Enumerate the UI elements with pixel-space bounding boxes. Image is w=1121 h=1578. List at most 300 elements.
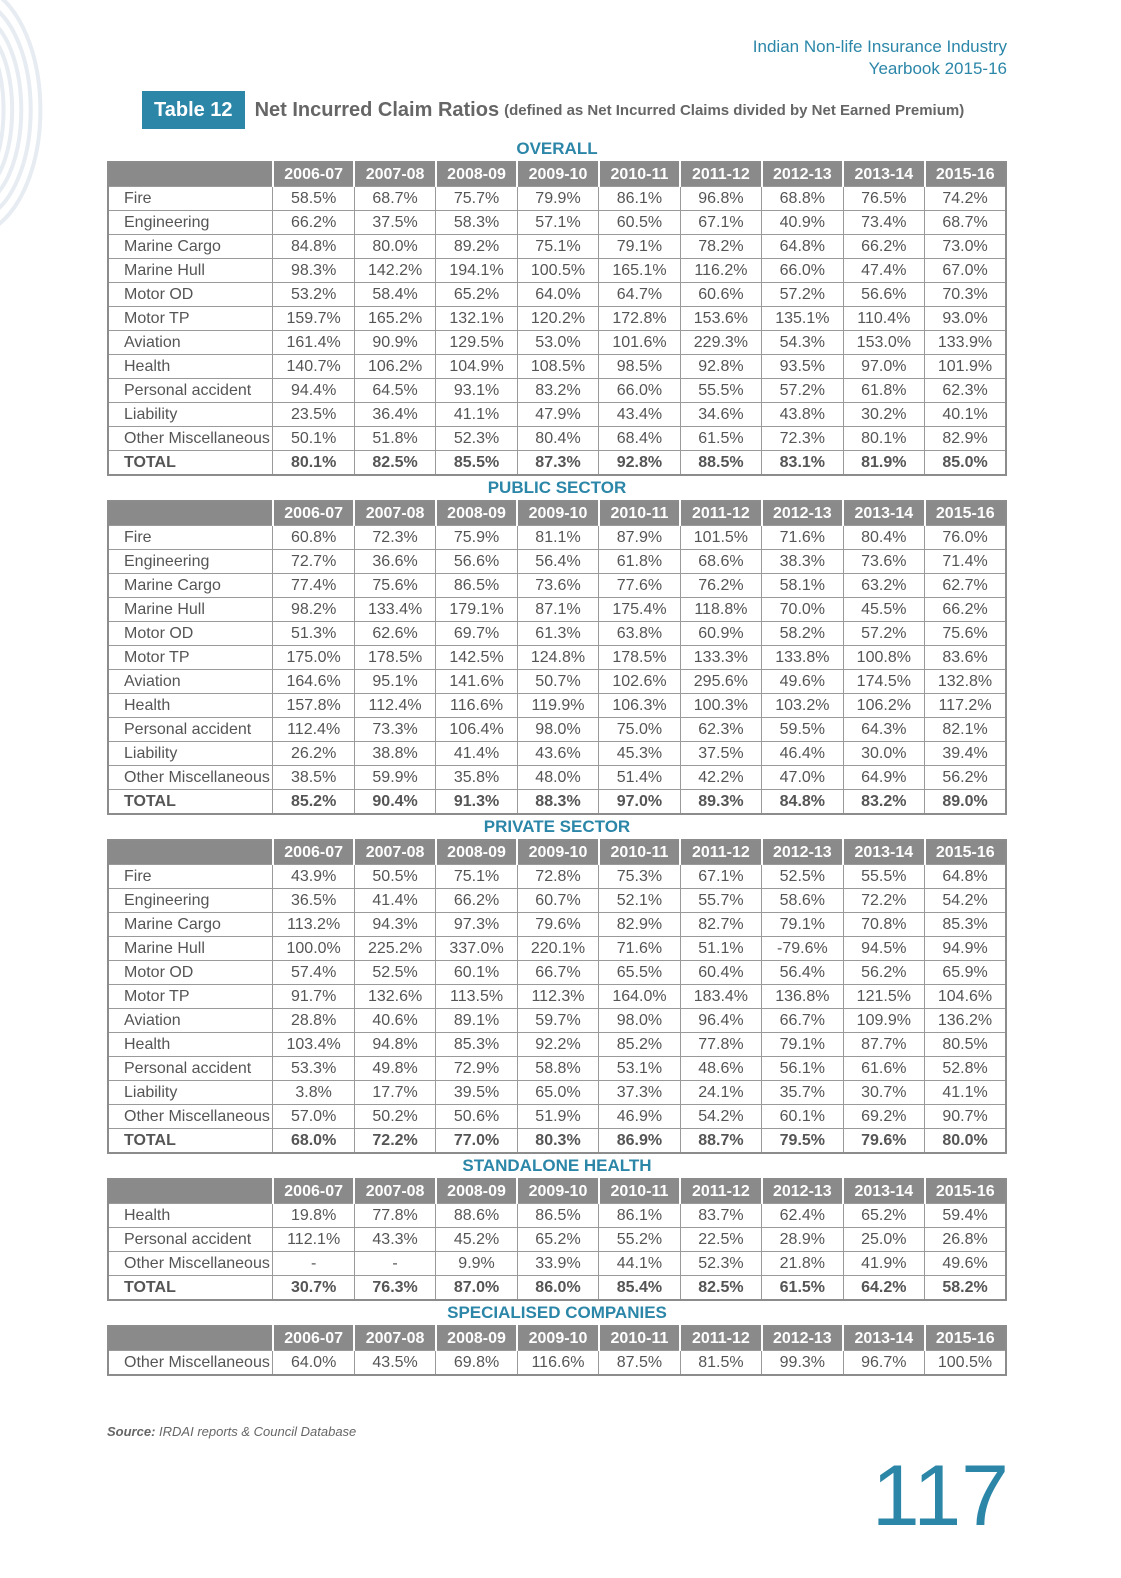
- row-label: Other Miscellaneous: [108, 766, 273, 790]
- ratio-cell: 112.4%: [354, 694, 435, 718]
- ratio-cell: 62.3%: [680, 718, 761, 742]
- year-header: 2007-08: [354, 162, 435, 187]
- year-header: 2006-07: [273, 840, 354, 865]
- ratio-cell: 133.9%: [925, 331, 1006, 355]
- header-blank-cell: [108, 501, 273, 526]
- table-row: [108, 622, 1006, 646]
- ratio-cell: 58.2%: [925, 1276, 1006, 1301]
- ratio-cell: 87.1%: [517, 598, 598, 622]
- ratio-cell: 89.3%: [680, 790, 761, 815]
- ratio-cell: 133.3%: [680, 646, 761, 670]
- table-row: [108, 550, 1006, 574]
- row-label: Marine Hull: [108, 259, 273, 283]
- ratio-cell: 65.2%: [436, 283, 517, 307]
- row-label: Health: [108, 694, 273, 718]
- ratio-cell: 92.8%: [599, 451, 680, 476]
- row-label: Liability: [108, 403, 273, 427]
- row-label: Personal accident: [108, 1228, 273, 1252]
- ratio-cell: 79.6%: [517, 913, 598, 937]
- ratio-cell: 66.7%: [517, 961, 598, 985]
- table-number-badge: Table 12: [142, 91, 245, 129]
- ratio-cell: 52.5%: [762, 865, 843, 889]
- ratio-cell: 47.9%: [517, 403, 598, 427]
- table-row: [108, 1228, 1006, 1252]
- ratio-cell: 86.1%: [599, 1204, 680, 1228]
- year-header: 2006-07: [273, 501, 354, 526]
- ratio-cell: 40.1%: [925, 403, 1006, 427]
- row-label: Marine Hull: [108, 937, 273, 961]
- table-row: [108, 1057, 1006, 1081]
- ratio-cell: 106.2%: [843, 694, 924, 718]
- table-row: [108, 961, 1006, 985]
- ratio-cell: 75.9%: [436, 526, 517, 550]
- table-row: [108, 718, 1006, 742]
- ratio-cell: 66.2%: [273, 211, 354, 235]
- ratio-cell: 56.1%: [762, 1057, 843, 1081]
- ratio-cell: 43.8%: [762, 403, 843, 427]
- ratio-cell: 50.7%: [517, 670, 598, 694]
- ratio-cell: 23.5%: [273, 403, 354, 427]
- ratio-cell: 337.0%: [436, 937, 517, 961]
- ratio-cell: 99.3%: [762, 1351, 843, 1376]
- ratio-cell: 94.4%: [273, 379, 354, 403]
- ratio-cell: 84.8%: [273, 235, 354, 259]
- ratio-cell: 57.0%: [273, 1105, 354, 1129]
- row-label: Health: [108, 1204, 273, 1228]
- ratio-cell: 90.7%: [925, 1105, 1006, 1129]
- ratio-cell: 69.8%: [436, 1351, 517, 1376]
- ratio-cell: 65.2%: [843, 1204, 924, 1228]
- ratio-cell: 36.5%: [273, 889, 354, 913]
- data-table: [107, 161, 1007, 476]
- year-header: 2013-14: [843, 162, 924, 187]
- ratio-cell: 60.6%: [680, 283, 761, 307]
- section-title: STANDALONE HEALTH: [462, 1156, 652, 1175]
- row-label: Other Miscellaneous: [108, 427, 273, 451]
- table-row: [108, 403, 1006, 427]
- ratio-cell: 68.6%: [680, 550, 761, 574]
- ratio-cell: 56.4%: [517, 550, 598, 574]
- ratio-cell: 62.6%: [354, 622, 435, 646]
- ratio-cell: 132.6%: [354, 985, 435, 1009]
- ratio-cell: 77.6%: [599, 574, 680, 598]
- ratio-cell: 40.9%: [762, 211, 843, 235]
- ratio-cell: 52.8%: [925, 1057, 1006, 1081]
- ratio-cell: 72.9%: [436, 1057, 517, 1081]
- ratio-cell: 46.4%: [762, 742, 843, 766]
- header-blank-cell: [108, 1179, 273, 1204]
- year-header: 2007-08: [354, 1179, 435, 1204]
- ratio-cell: 90.9%: [354, 331, 435, 355]
- ratio-cell: 83.7%: [680, 1204, 761, 1228]
- ratio-cell: 136.2%: [925, 1009, 1006, 1033]
- ratio-cell: 96.8%: [680, 187, 761, 211]
- table-row: [108, 1252, 1006, 1276]
- ratio-cell: 80.4%: [843, 526, 924, 550]
- ratio-cell: 57.2%: [762, 379, 843, 403]
- ratio-cell: 50.6%: [436, 1105, 517, 1129]
- table-row: [108, 187, 1006, 211]
- year-header: 2015-16: [925, 162, 1006, 187]
- ratio-cell: 75.0%: [599, 718, 680, 742]
- ratio-cell: 86.5%: [436, 574, 517, 598]
- table-row: [108, 379, 1006, 403]
- ratio-cell: 86.5%: [517, 1204, 598, 1228]
- ratio-cell: 9.9%: [436, 1252, 517, 1276]
- ratio-cell: 85.2%: [273, 790, 354, 815]
- ratio-cell: 88.5%: [680, 451, 761, 476]
- ratio-cell: 117.2%: [925, 694, 1006, 718]
- ratio-cell: 88.3%: [517, 790, 598, 815]
- ratio-cell: 73.3%: [354, 718, 435, 742]
- ratio-cell: 65.2%: [517, 1228, 598, 1252]
- ratio-cell: 87.3%: [517, 451, 598, 476]
- ratio-cell: 64.8%: [762, 235, 843, 259]
- ratio-cell: 56.6%: [843, 283, 924, 307]
- ratio-cell: 61.6%: [843, 1057, 924, 1081]
- ratio-cell: 132.8%: [925, 670, 1006, 694]
- ratio-cell: 98.3%: [273, 259, 354, 283]
- ratio-cell: 49.6%: [762, 670, 843, 694]
- row-label: Personal accident: [108, 718, 273, 742]
- year-header: 2008-09: [436, 1326, 517, 1351]
- year-header: 2015-16: [925, 501, 1006, 526]
- year-header: 2009-10: [517, 501, 598, 526]
- year-header: 2011-12: [680, 1326, 761, 1351]
- ratio-cell: 55.2%: [599, 1228, 680, 1252]
- ratio-cell: 135.1%: [762, 307, 843, 331]
- table-row: [108, 211, 1006, 235]
- ratio-cell: 141.6%: [436, 670, 517, 694]
- ratio-cell: 109.9%: [843, 1009, 924, 1033]
- ratio-cell: 81.1%: [517, 526, 598, 550]
- year-header: 2010-11: [599, 162, 680, 187]
- total-row: [108, 1129, 1006, 1154]
- ratio-cell: 64.3%: [843, 718, 924, 742]
- row-label: Liability: [108, 742, 273, 766]
- ratio-cell: 103.2%: [762, 694, 843, 718]
- ratio-cell: 164.0%: [599, 985, 680, 1009]
- ratio-cell: 66.2%: [436, 889, 517, 913]
- ratio-cell: 159.7%: [273, 307, 354, 331]
- ratio-cell: 56.2%: [843, 961, 924, 985]
- row-label: Motor OD: [108, 283, 273, 307]
- ratio-cell: 72.3%: [762, 427, 843, 451]
- ratio-cell: 30.0%: [843, 742, 924, 766]
- year-header: 2008-09: [436, 1179, 517, 1204]
- ratio-cell: 60.5%: [599, 211, 680, 235]
- ratio-cell: 58.5%: [273, 187, 354, 211]
- ratio-cell: 55.7%: [680, 889, 761, 913]
- ratio-cell: 49.6%: [925, 1252, 1006, 1276]
- ratio-cell: 81.9%: [843, 451, 924, 476]
- ratio-cell: 97.3%: [436, 913, 517, 937]
- ratio-cell: 101.9%: [925, 355, 1006, 379]
- ratio-cell: 68.4%: [599, 427, 680, 451]
- ratio-cell: 92.2%: [517, 1033, 598, 1057]
- ratio-cell: 63.8%: [599, 622, 680, 646]
- ratio-cell: 76.0%: [925, 526, 1006, 550]
- ratio-cell: 64.0%: [517, 283, 598, 307]
- ratio-cell: 106.3%: [599, 694, 680, 718]
- ratio-cell: 92.8%: [680, 355, 761, 379]
- ratio-cell: 33.9%: [517, 1252, 598, 1276]
- ratio-cell: 93.5%: [762, 355, 843, 379]
- ratio-cell: 51.3%: [273, 622, 354, 646]
- ratio-cell: 75.6%: [925, 622, 1006, 646]
- ratio-cell: 108.5%: [517, 355, 598, 379]
- ratio-cell: 70.8%: [843, 913, 924, 937]
- header-row: [108, 162, 1006, 187]
- ratio-cell: 68.7%: [925, 211, 1006, 235]
- ratio-cell: 82.5%: [680, 1276, 761, 1301]
- ratio-cell: 295.6%: [680, 670, 761, 694]
- ratio-cell: 61.3%: [517, 622, 598, 646]
- ratio-cell: 80.0%: [925, 1129, 1006, 1154]
- ratio-cell: 157.8%: [273, 694, 354, 718]
- ratio-cell: 132.1%: [436, 307, 517, 331]
- data-table: [107, 1178, 1007, 1301]
- ratio-cell: 41.4%: [436, 742, 517, 766]
- ratio-cell: 85.4%: [599, 1276, 680, 1301]
- ratio-cell: 86.9%: [599, 1129, 680, 1154]
- section-title: PUBLIC SECTOR: [487, 478, 627, 497]
- ratio-cell: 45.5%: [843, 598, 924, 622]
- ratio-cell: 50.5%: [354, 865, 435, 889]
- ratio-cell: 51.1%: [680, 937, 761, 961]
- ratio-cell: 28.8%: [273, 1009, 354, 1033]
- ratio-cell: 45.2%: [436, 1228, 517, 1252]
- row-label: Motor TP: [108, 646, 273, 670]
- ratio-cell: 183.4%: [680, 985, 761, 1009]
- ratio-cell: 28.9%: [762, 1228, 843, 1252]
- ratio-cell: 76.2%: [680, 574, 761, 598]
- source-label: Source:: [107, 1424, 156, 1439]
- source-note: [107, 1424, 356, 1439]
- table-row: [108, 259, 1006, 283]
- ratio-cell: 129.5%: [436, 331, 517, 355]
- year-header: 2008-09: [436, 162, 517, 187]
- ratio-cell: 79.6%: [843, 1129, 924, 1154]
- table-row: [108, 1204, 1006, 1228]
- ratio-cell: 174.5%: [843, 670, 924, 694]
- ratio-cell: 72.8%: [517, 865, 598, 889]
- table-row: [108, 1081, 1006, 1105]
- ratio-cell: 79.5%: [762, 1129, 843, 1154]
- ratio-cell: 30.2%: [843, 403, 924, 427]
- header-row: [108, 1179, 1006, 1204]
- ratio-cell: 77.8%: [354, 1204, 435, 1228]
- ratio-cell: 82.9%: [925, 427, 1006, 451]
- total-row: [108, 1276, 1006, 1301]
- ratio-cell: 60.7%: [517, 889, 598, 913]
- ratio-cell: 66.0%: [762, 259, 843, 283]
- year-header: 2012-13: [762, 840, 843, 865]
- ratio-cell: 69.7%: [436, 622, 517, 646]
- year-header: 2011-12: [680, 1179, 761, 1204]
- ratio-cell: 85.2%: [599, 1033, 680, 1057]
- section-title: OVERALL: [516, 139, 598, 158]
- ratio-cell: 82.1%: [925, 718, 1006, 742]
- table-row: [108, 937, 1006, 961]
- ratio-cell: 116.6%: [436, 694, 517, 718]
- ratio-cell: 66.2%: [925, 598, 1006, 622]
- row-label: Motor TP: [108, 985, 273, 1009]
- ratio-cell: 142.5%: [436, 646, 517, 670]
- ratio-cell: 53.3%: [273, 1057, 354, 1081]
- ratio-cell: 73.6%: [517, 574, 598, 598]
- table-row: [108, 331, 1006, 355]
- ratio-cell: -: [273, 1252, 354, 1276]
- ratio-cell: 39.4%: [925, 742, 1006, 766]
- running-header: [753, 36, 1007, 80]
- ratio-cell: 77.4%: [273, 574, 354, 598]
- ratio-cell: 30.7%: [843, 1081, 924, 1105]
- ratio-cell: 65.9%: [925, 961, 1006, 985]
- ratio-cell: 113.5%: [436, 985, 517, 1009]
- ratio-cell: 43.9%: [273, 865, 354, 889]
- ratio-cell: 86.0%: [517, 1276, 598, 1301]
- ratio-cell: 84.8%: [762, 790, 843, 815]
- page-number: 117: [871, 1448, 1009, 1544]
- ratio-cell: 142.2%: [354, 259, 435, 283]
- ratio-cell: 38.8%: [354, 742, 435, 766]
- year-header: 2010-11: [599, 501, 680, 526]
- ratio-cell: 87.7%: [843, 1033, 924, 1057]
- ratio-cell: 57.2%: [762, 283, 843, 307]
- ratio-cell: 164.6%: [273, 670, 354, 694]
- ratio-cell: 41.4%: [354, 889, 435, 913]
- ratio-cell: 104.6%: [925, 985, 1006, 1009]
- row-label: Personal accident: [108, 1057, 273, 1081]
- ratio-cell: 75.1%: [517, 235, 598, 259]
- ratio-cell: 161.4%: [273, 331, 354, 355]
- ratio-cell: 72.2%: [843, 889, 924, 913]
- ratio-cell: 113.2%: [273, 913, 354, 937]
- row-label: Health: [108, 1033, 273, 1057]
- year-header: 2007-08: [354, 1326, 435, 1351]
- ratio-cell: 61.8%: [599, 550, 680, 574]
- ratio-cell: 88.7%: [680, 1129, 761, 1154]
- ratio-cell: 58.1%: [762, 574, 843, 598]
- ratio-cell: 43.5%: [354, 1351, 435, 1376]
- ratio-cell: 89.2%: [436, 235, 517, 259]
- row-label: Fire: [108, 526, 273, 550]
- row-label: TOTAL: [108, 451, 273, 476]
- ratio-cell: 54.3%: [762, 331, 843, 355]
- ratio-cell: 94.9%: [925, 937, 1006, 961]
- ratio-cell: 98.5%: [599, 355, 680, 379]
- ratio-cell: 43.6%: [517, 742, 598, 766]
- ratio-cell: 60.9%: [680, 622, 761, 646]
- header-row: [108, 1326, 1006, 1351]
- ratio-cell: 80.1%: [843, 427, 924, 451]
- row-label: Aviation: [108, 331, 273, 355]
- row-label: Other Miscellaneous: [108, 1351, 273, 1376]
- ratio-cell: 26.8%: [925, 1228, 1006, 1252]
- section-title: SPECIALISED COMPANIES: [447, 1303, 667, 1322]
- year-header: 2006-07: [273, 1326, 354, 1351]
- ratio-cell: 59.7%: [517, 1009, 598, 1033]
- header-blank-cell: [108, 1326, 273, 1351]
- row-label: Liability: [108, 1081, 273, 1105]
- ratio-cell: 61.5%: [680, 427, 761, 451]
- year-header: 2006-07: [273, 1179, 354, 1204]
- ratio-cell: 124.8%: [517, 646, 598, 670]
- ratio-cell: 100.8%: [843, 646, 924, 670]
- ratio-cell: 165.2%: [354, 307, 435, 331]
- ratio-cell: 85.0%: [925, 451, 1006, 476]
- ratio-cell: 47.0%: [762, 766, 843, 790]
- row-label: Aviation: [108, 670, 273, 694]
- row-label: Engineering: [108, 211, 273, 235]
- ratio-cell: 82.7%: [680, 913, 761, 937]
- ratio-cell: 51.9%: [517, 1105, 598, 1129]
- table-subtitle: (defined as Net Incurred Claims divided by Net Earned Premium): [504, 101, 965, 119]
- ratio-cell: 80.5%: [925, 1033, 1006, 1057]
- ratio-cell: 24.1%: [680, 1081, 761, 1105]
- ratio-cell: 172.8%: [599, 307, 680, 331]
- table-row: [108, 598, 1006, 622]
- ratio-cell: 51.4%: [599, 766, 680, 790]
- ratio-cell: 110.4%: [843, 307, 924, 331]
- ratio-cell: 68.8%: [762, 187, 843, 211]
- year-header: 2012-13: [762, 1326, 843, 1351]
- table-row: [108, 283, 1006, 307]
- ratio-cell: 51.8%: [354, 427, 435, 451]
- ratio-cell: 120.2%: [517, 307, 598, 331]
- table-row: [108, 889, 1006, 913]
- ratio-cell: 64.9%: [843, 766, 924, 790]
- ratio-cell: 178.5%: [599, 646, 680, 670]
- ratio-cell: 87.9%: [599, 526, 680, 550]
- ratio-cell: 76.3%: [354, 1276, 435, 1301]
- ratio-cell: 93.1%: [436, 379, 517, 403]
- ratio-cell: 56.6%: [436, 550, 517, 574]
- data-table: [107, 500, 1007, 815]
- ratio-cell: 194.1%: [436, 259, 517, 283]
- table-row: [108, 574, 1006, 598]
- ratio-cell: 52.5%: [354, 961, 435, 985]
- ratio-cell: 97.0%: [843, 355, 924, 379]
- ratio-cell: 75.6%: [354, 574, 435, 598]
- ratio-cell: 47.4%: [843, 259, 924, 283]
- row-label: Fire: [108, 865, 273, 889]
- ratio-cell: 100.5%: [925, 1351, 1006, 1376]
- table-row: [108, 1033, 1006, 1057]
- ratio-cell: -79.6%: [762, 937, 843, 961]
- ratio-cell: 83.6%: [925, 646, 1006, 670]
- ratio-cell: 79.1%: [762, 913, 843, 937]
- year-header: 2012-13: [762, 1179, 843, 1204]
- ratio-cell: 72.7%: [273, 550, 354, 574]
- ratio-cell: 22.5%: [680, 1228, 761, 1252]
- ratio-cell: 67.0%: [925, 259, 1006, 283]
- ratio-cell: 178.5%: [354, 646, 435, 670]
- row-label: Other Miscellaneous: [108, 1252, 273, 1276]
- ratio-cell: 73.6%: [843, 550, 924, 574]
- row-label: Health: [108, 355, 273, 379]
- table-row: [108, 742, 1006, 766]
- ratio-cell: 91.7%: [273, 985, 354, 1009]
- ratio-cell: 48.6%: [680, 1057, 761, 1081]
- ratio-cell: 78.2%: [680, 235, 761, 259]
- ratio-cell: 53.1%: [599, 1057, 680, 1081]
- ratio-cell: 98.0%: [517, 718, 598, 742]
- ratio-cell: 39.5%: [436, 1081, 517, 1105]
- year-header: 2013-14: [843, 501, 924, 526]
- ratio-cell: 85.3%: [925, 913, 1006, 937]
